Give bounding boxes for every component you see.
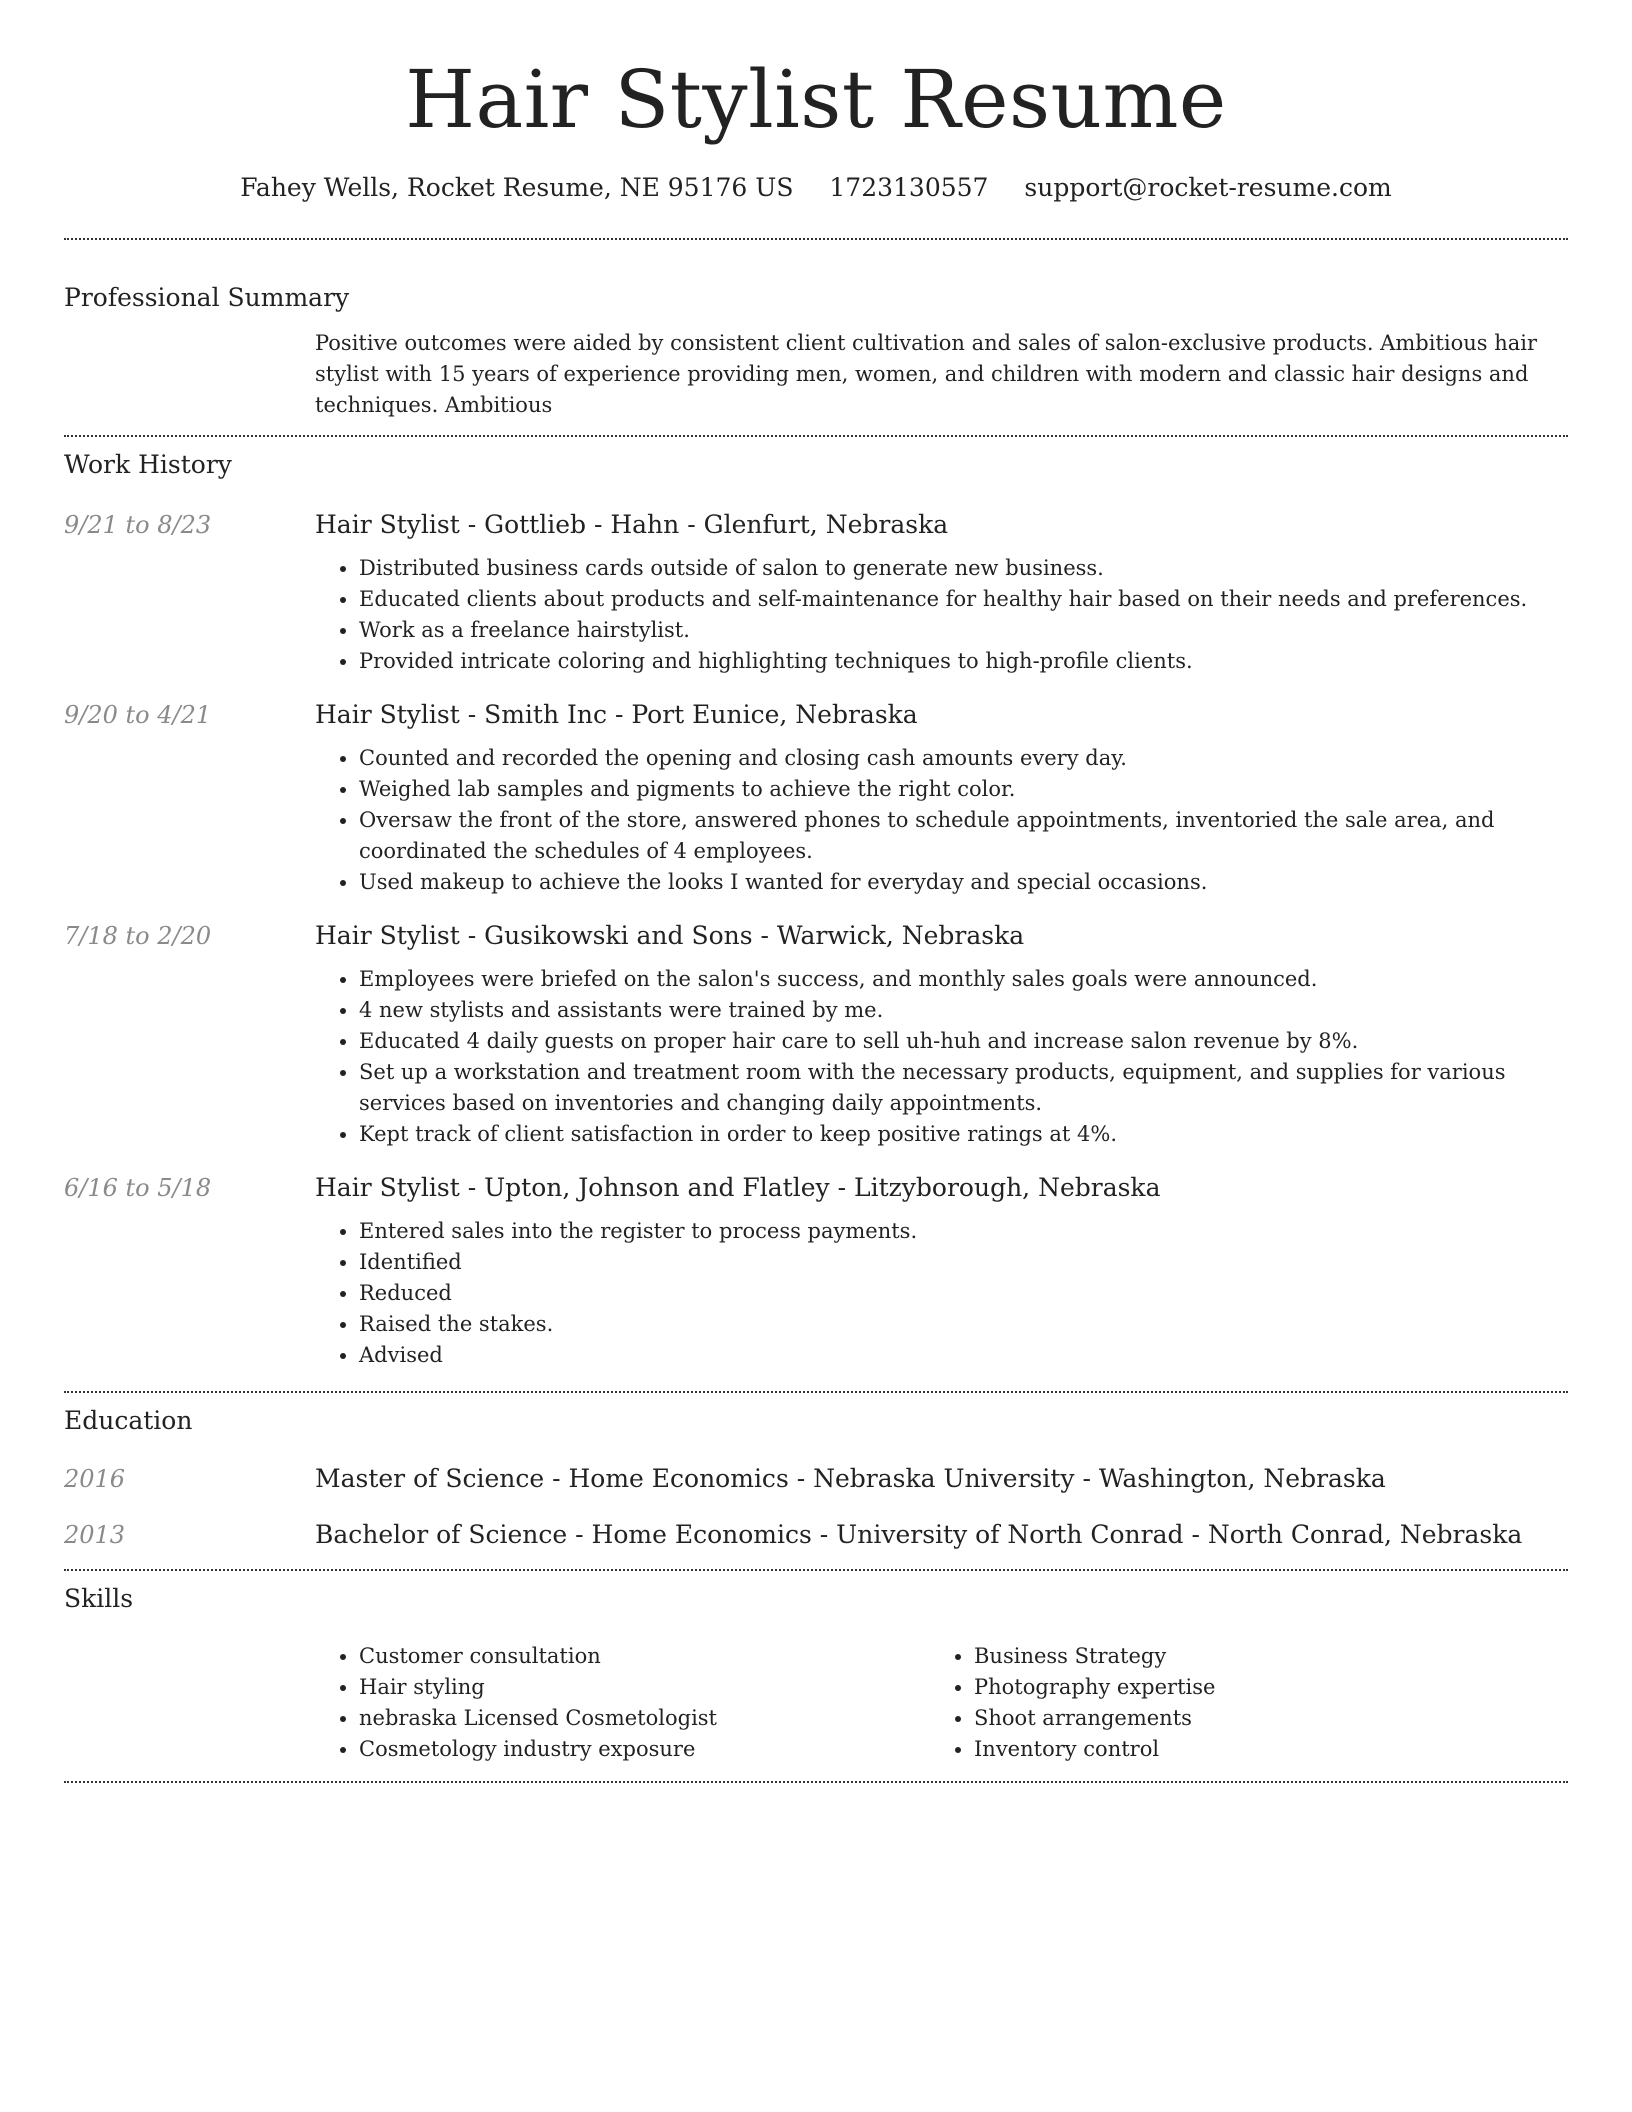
list-item: • Cosmetology industry exposure — [359, 1734, 930, 1765]
list-item: • Kept track of client satisfaction in order to keep positive ratings at 4%. — [359, 1119, 1568, 1150]
list-item: • Photography expertise — [974, 1672, 1545, 1703]
list-item: • Set up a workstation and treatment room with the necessary products, equipment, and supplies for various services based on inventories and changing daily appointments. — [359, 1057, 1568, 1119]
work-entry — [64, 509, 1568, 677]
work-entry — [64, 699, 1568, 898]
work-entry — [64, 1172, 1568, 1371]
education-title: Education — [64, 1406, 193, 1435]
summary-section — [64, 282, 1568, 421]
work-entry — [64, 920, 1568, 1150]
list-item: • Educated 4 daily guests on proper hair care to sell uh-huh and increase salon revenue by 8%. — [359, 1026, 1568, 1057]
list-item: • Raised the stakes. — [359, 1309, 1568, 1340]
work-bullets — [315, 743, 1568, 898]
work-bullets — [315, 1216, 1568, 1371]
skills-section — [64, 1583, 1568, 1765]
skills-title: Skills — [64, 1584, 134, 1613]
list-item: • Educated clients about products and self-maintenance for healthy hair based on their needs and preferences. — [359, 584, 1568, 615]
list-item: • Used makeup to achieve the looks I wanted for everyday and special occasions. — [359, 867, 1568, 898]
list-item: • Weighed lab samples and pigments to achieve the right color. — [359, 774, 1568, 805]
work-heading: Hair Stylist - Gusikowski and Sons - Warwick, Nebraska — [315, 921, 1025, 950]
contact-phone: 1723130557 — [829, 173, 989, 202]
work-bullets — [315, 553, 1568, 677]
contact-address: Fahey Wells, Rocket Resume, NE 95176 US — [240, 173, 794, 202]
education-school: - University of North Conrad - North Conrad, Nebraska — [811, 1520, 1523, 1549]
contact-email: support@rocket-resume.com — [1024, 173, 1392, 202]
resume-title: Hair Stylist Resume — [405, 53, 1227, 146]
list-item: • Advised — [359, 1340, 1568, 1371]
list-item: • Entered sales into the register to process payments. — [359, 1216, 1568, 1247]
work-date: 7/18 to 2/20 — [64, 922, 212, 950]
section-divider — [64, 1569, 1568, 1571]
list-item: • Inventory control — [974, 1734, 1545, 1765]
contact-line — [64, 172, 1568, 204]
list-item: • nebraska Licensed Cosmetologist — [359, 1703, 930, 1734]
section-divider — [64, 435, 1568, 437]
list-item: • Shoot arrangements — [974, 1703, 1545, 1734]
education-section — [64, 1405, 1568, 1551]
list-item: • Customer consultation — [359, 1641, 930, 1672]
list-item: • Hair styling — [359, 1672, 930, 1703]
work-date: 9/20 to 4/21 — [64, 701, 212, 729]
work-bullets — [315, 964, 1568, 1150]
work-heading: Hair Stylist - Smith Inc - Port Eunice, Nebraska — [315, 700, 918, 729]
education-entry — [64, 1463, 1568, 1495]
section-divider — [64, 238, 1568, 240]
education-school: - Nebraska University - Washington, Nebraska — [788, 1464, 1386, 1493]
education-date: 2013 — [64, 1521, 126, 1549]
education-heading — [315, 1463, 1568, 1495]
list-item: • Distributed business cards outside of salon to generate new business. — [359, 553, 1568, 584]
list-item: • Reduced — [359, 1278, 1568, 1309]
list-item: • Oversaw the front of the store, answered phones to schedule appointments, inventoried the sale area, and coordinated the schedules of 4 employees. — [359, 805, 1568, 867]
section-divider — [64, 1391, 1568, 1393]
summary-text: Positive outcomes were aided by consistent client cultivation and sales of salon-exclusive products. Ambitious hair stylist with 15 years of experience providing men, women, and children with modern and classic hair designs and techniques. Ambitious — [315, 331, 1537, 417]
skills-columns — [315, 1641, 1568, 1765]
list-item: • Business Strategy — [974, 1641, 1545, 1672]
section-divider — [64, 1781, 1568, 1783]
work-heading: Hair Stylist - Upton, Johnson and Flatley - Litzyborough, Nebraska — [315, 1173, 1161, 1202]
work-heading: Hair Stylist - Gottlieb - Hahn - Glenfurt, Nebraska — [315, 510, 949, 539]
work-date: 6/16 to 5/18 — [64, 1174, 212, 1202]
list-item: • Work as a freelance hairstylist. — [359, 615, 1568, 646]
education-degree: Bachelor of Science - Home Economics — [315, 1520, 812, 1549]
skills-list-right — [930, 1641, 1545, 1765]
list-item: • Counted and recorded the opening and closing cash amounts every day. — [359, 743, 1568, 774]
education-heading — [315, 1519, 1568, 1551]
list-item: • 4 new stylists and assistants were trained by me. — [359, 995, 1568, 1026]
summary-title: Professional Summary — [64, 283, 350, 312]
education-degree: Master of Science - Home Economics — [315, 1464, 789, 1493]
work-history-title: Work History — [64, 450, 232, 479]
education-entry — [64, 1519, 1568, 1551]
list-item: • Provided intricate coloring and highlighting techniques to high-profile clients. — [359, 646, 1568, 677]
education-date: 2016 — [64, 1465, 126, 1493]
work-date: 9/21 to 8/23 — [64, 511, 212, 539]
skills-list-left — [315, 1641, 930, 1765]
list-item: • Identified — [359, 1247, 1568, 1278]
list-item: • Employees were briefed on the salon's success, and monthly sales goals were announced. — [359, 964, 1568, 995]
work-history-section — [64, 449, 1568, 1371]
